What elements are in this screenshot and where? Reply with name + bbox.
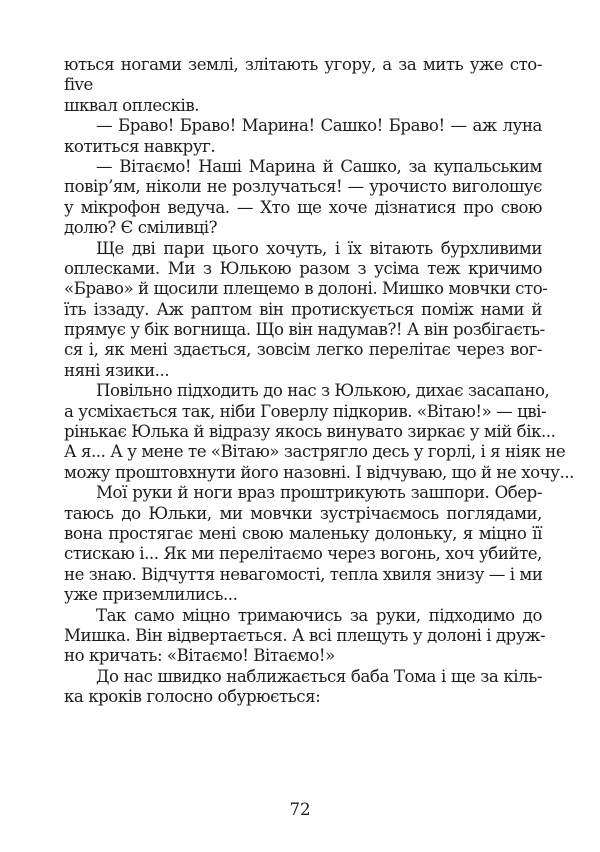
page-number: 72 xyxy=(289,800,311,819)
text-line: долю? Є сміливці? xyxy=(64,218,218,238)
text-line: шквал оплесків. xyxy=(64,95,200,115)
text-line: оплесками. Ми з Юлькою разом з усіма теж кричимо xyxy=(64,258,542,278)
body-text xyxy=(64,55,574,708)
text-line: таюсь до Юльки, ми мовчки зустрічаємось поглядами, xyxy=(64,503,542,523)
text-line: ка кроків голосно обурюється: xyxy=(64,687,321,707)
text-line: а усміхається так, ніби Говерлу підкорив. «Вітаю!» — цві- xyxy=(64,401,547,421)
text-line: вона простягає мені свою маленьку долоньку, я міцно її xyxy=(64,523,542,543)
text-line: повір’ям, ніколи не розлучаться! — урочисто виголошує xyxy=(64,177,542,197)
text-line: рінькає Юлька й відразу якось винувато зиркає у мій бік... xyxy=(64,422,556,442)
text-line: не знаю. Відчуття невагомості, тепла хвиля знизу — і ми xyxy=(64,564,543,584)
text-line: ються ногами землі, злітають угору, а за мить уже сто- xyxy=(64,55,542,74)
text-line: Повільно підходить до нас з Юлькою, дихає засапано, xyxy=(96,381,550,401)
text-line: Ще дві пари цього хочуть, і їх вітають бурхливими xyxy=(96,238,542,258)
text-line: няні язики... xyxy=(64,360,170,380)
text-line: можу проштовхнути його назовні. І відчуваю, що й не хочу... xyxy=(64,462,574,482)
text-line: А я... А у мене те «Вітаю» застрягло десь у горлі, і я ніяк не xyxy=(64,442,566,462)
text-line: у мікрофон ведуча. — Хто ще хоче дізнатися про свою xyxy=(64,197,542,217)
text-line: котиться навкруг. xyxy=(64,136,216,156)
text-line: уже приземлились... xyxy=(64,585,238,605)
text-line: ся і, як мені здається, зовсім легко перелітає через вог- xyxy=(64,340,542,360)
text-line: «Браво» й щосили плещемо в долоні. Мишко мовчки сто- xyxy=(64,279,548,299)
text-line: Мої руки й ноги враз проштрикують зашпори. Обер- xyxy=(96,483,542,503)
text-line: Мишка. Він відвертається. А всі плещуть у долоні і друж- xyxy=(64,625,546,645)
text-line: — Вітаємо! Наші Марина й Сашко, за купальським xyxy=(96,156,542,176)
text-line: — Браво! Браво! Марина! Сашко! Браво! — аж луна xyxy=(96,116,542,136)
text-line: їть іззаду. Аж раптом він протискується поміж нами й xyxy=(64,299,542,319)
text-line: Так само міцно тримаючись за руки, підходимо до xyxy=(96,605,542,625)
text-line: До нас швидко наближається баба Тома і ще за кіль- xyxy=(96,666,542,686)
text-line: стискаю і... Як ми перелітаємо через вогонь, хоч убийте, xyxy=(64,544,542,564)
text-line: но кричать: «Вітаємо! Вітаємо!» xyxy=(64,646,335,666)
text-line: прямує у бік вогнища. Що він надумав?! А він розбігаєть- xyxy=(64,320,545,340)
text-line: five xyxy=(64,75,93,95)
